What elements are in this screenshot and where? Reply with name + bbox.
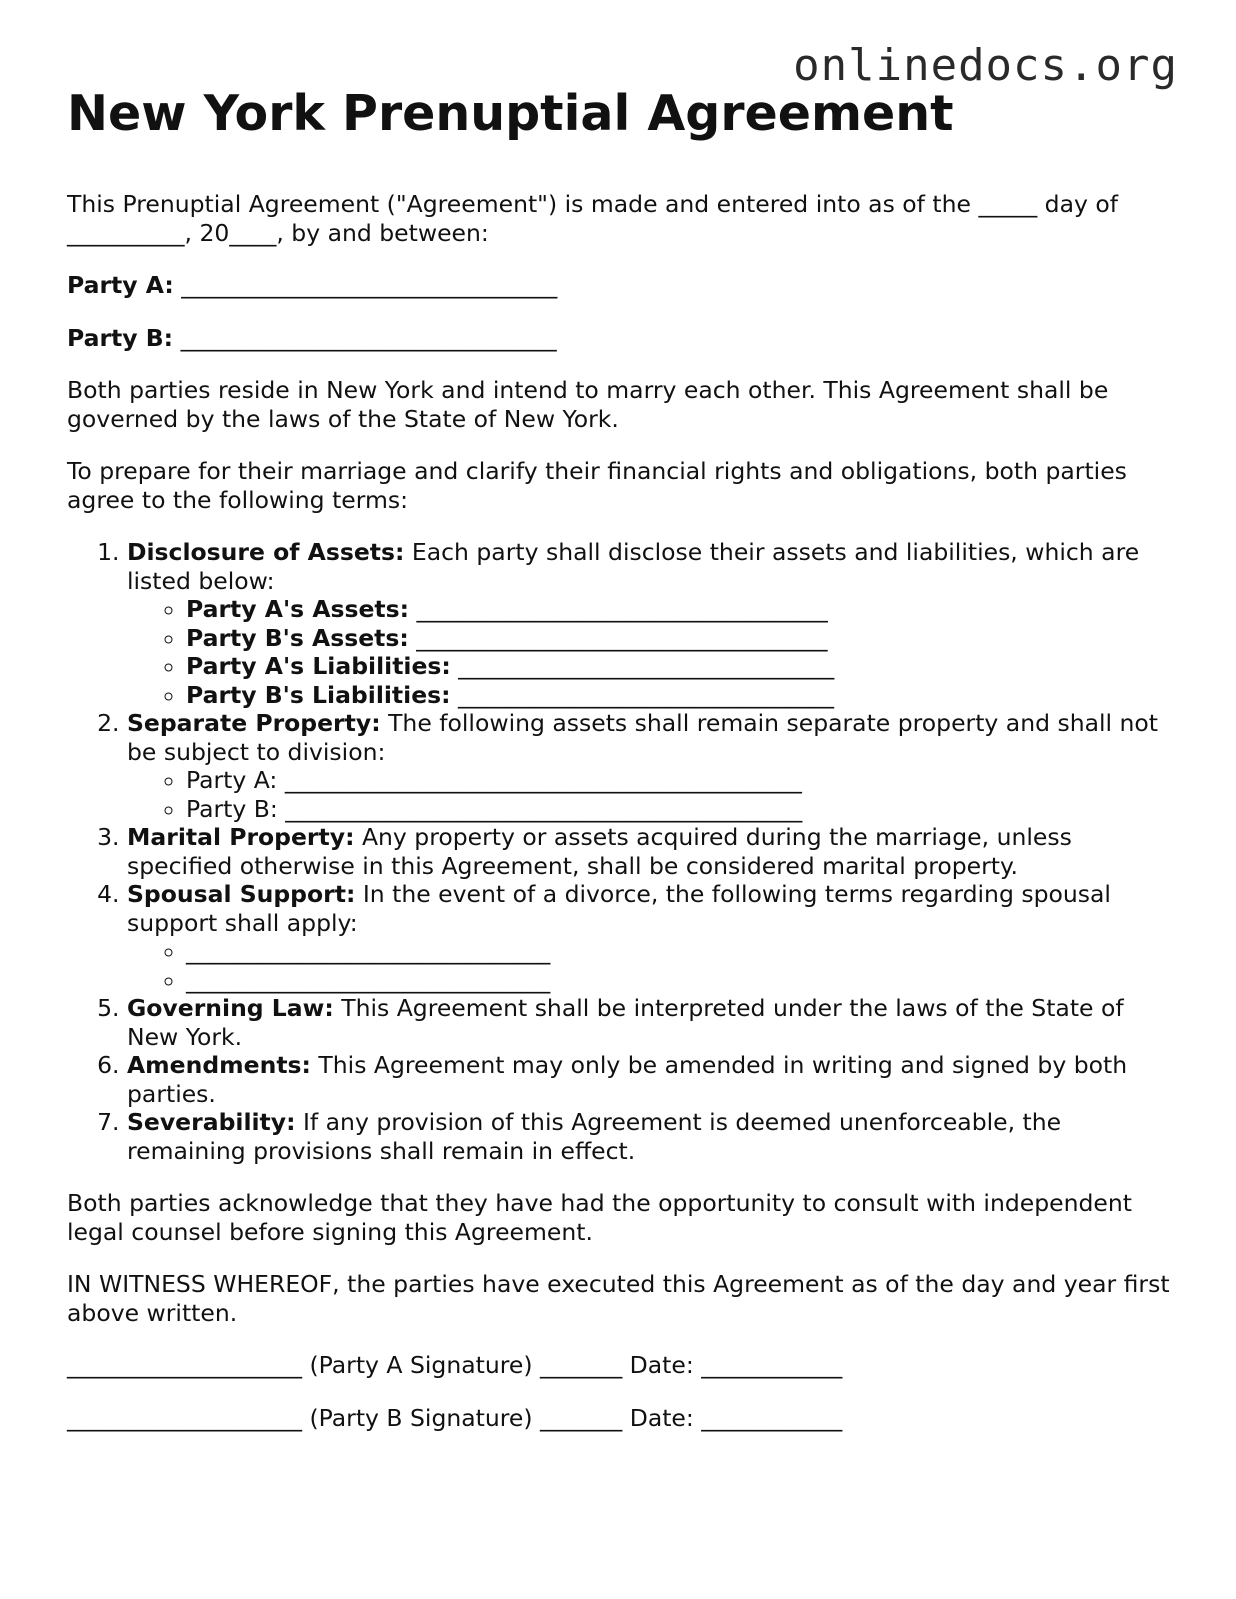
acknowledge-paragraph: Both parties acknowledge that they have had the opportunity to consult with independent legal counsel before signing this Agreement. xyxy=(67,1189,1132,1246)
list-item-blank: ___________________________________ xyxy=(408,623,828,652)
term-marital-property xyxy=(127,823,1177,880)
page-title: New York Prenuptial Agreement xyxy=(67,85,954,142)
term-text: This Agreement may only be amended in writing and signed by both parties. xyxy=(127,1051,1128,1108)
list-item xyxy=(186,681,1177,710)
intro-paragraph: This Prenuptial Agreement ("Agreement") is made and entered into as of the _____ day of __________, 20____, by and between: xyxy=(67,190,1119,247)
party-b-line xyxy=(67,324,1177,353)
term-severability xyxy=(127,1108,1177,1165)
list-item-blank: Party B: ____________________________________________ xyxy=(186,794,803,823)
list-item xyxy=(186,766,1177,795)
term-text: Any property or assets acquired during the marriage, unless specified otherwise in this Agreement, shall be considered marital property. xyxy=(127,823,1072,880)
party-a-blank: ________________________________ xyxy=(181,271,558,299)
residence-paragraph: Both parties reside in New York and intend to marry each other. This Agreement shall be governed by the laws of the State of New York. xyxy=(67,376,1109,433)
term-heading: Spousal Support: xyxy=(127,880,356,908)
asset-disclosure-list xyxy=(127,595,1177,709)
party-b-blank: ________________________________ xyxy=(180,323,557,352)
list-item xyxy=(186,595,1177,624)
term-disclosure-of-assets xyxy=(127,538,1177,709)
party-a-label: Party A: xyxy=(67,271,174,299)
term-governing-law xyxy=(127,994,1177,1051)
list-item xyxy=(186,652,1177,681)
party-a-line xyxy=(67,271,1177,300)
list-item-label: Party B's Assets: xyxy=(186,623,409,652)
list-item-label: Party B's Liabilities: xyxy=(186,680,451,709)
prepare-paragraph: To prepare for their marriage and clarify their financial rights and obligations, both parties agree to the following terms: xyxy=(67,457,1127,514)
term-text: If any provision of this Agreement is deemed unenforceable, the remaining provisions shall remain in effect. xyxy=(127,1108,1062,1165)
term-heading: Separate Property: xyxy=(127,709,381,737)
list-item xyxy=(186,795,1177,824)
term-heading: Marital Property: xyxy=(127,823,355,851)
list-item-blank: ___________________________________ xyxy=(409,595,828,623)
term-heading: Disclosure of Assets: xyxy=(127,538,405,566)
list-item-label: Party A's Liabilities: xyxy=(186,652,451,680)
list-item xyxy=(186,966,1177,995)
witness-paragraph: IN WITNESS WHEREOF, the parties have executed this Agreement as of the day and year first above written. xyxy=(67,1270,1170,1327)
term-heading: Severability: xyxy=(127,1108,296,1136)
spousal-support-list xyxy=(127,937,1177,994)
term-heading: Governing Law: xyxy=(127,994,334,1022)
watermark: onlinedocs.org xyxy=(793,40,1178,91)
term-separate-property xyxy=(127,709,1177,823)
signature-line-party-a: ____________________ (Party A Signature) _______ Date: ____________ xyxy=(67,1351,843,1379)
list-item-blank: ________________________________ xyxy=(450,680,835,709)
term-text: Each party shall disclose their assets and liabilities, which are listed below: xyxy=(127,538,1140,595)
term-text: The following assets shall remain separate property and shall not be subject to division: xyxy=(127,709,1159,766)
list-item xyxy=(186,937,1177,966)
terms-list xyxy=(67,538,1177,1165)
document-page xyxy=(67,84,1177,1456)
list-item-blank: Party A: ____________________________________________ xyxy=(186,766,802,794)
term-amendments xyxy=(127,1051,1177,1108)
list-item xyxy=(186,624,1177,653)
list-item-label: Party A's Assets: xyxy=(186,595,410,623)
party-b-label: Party B: xyxy=(67,323,174,352)
separate-property-list xyxy=(127,766,1177,823)
list-item-blank: _______________________________ xyxy=(186,937,551,965)
list-item-blank: _______________________________ xyxy=(186,965,551,994)
signature-line-party-b: ____________________ (Party B Signature) _______ Date: ____________ xyxy=(67,1403,843,1432)
list-item-blank: ________________________________ xyxy=(450,652,835,680)
term-text: This Agreement shall be interpreted under the laws of the State of New York. xyxy=(127,994,1124,1051)
term-text: In the event of a divorce, the following terms regarding spousal support shall apply: xyxy=(127,880,1111,937)
term-spousal-support xyxy=(127,880,1177,994)
term-heading: Amendments: xyxy=(127,1051,311,1079)
